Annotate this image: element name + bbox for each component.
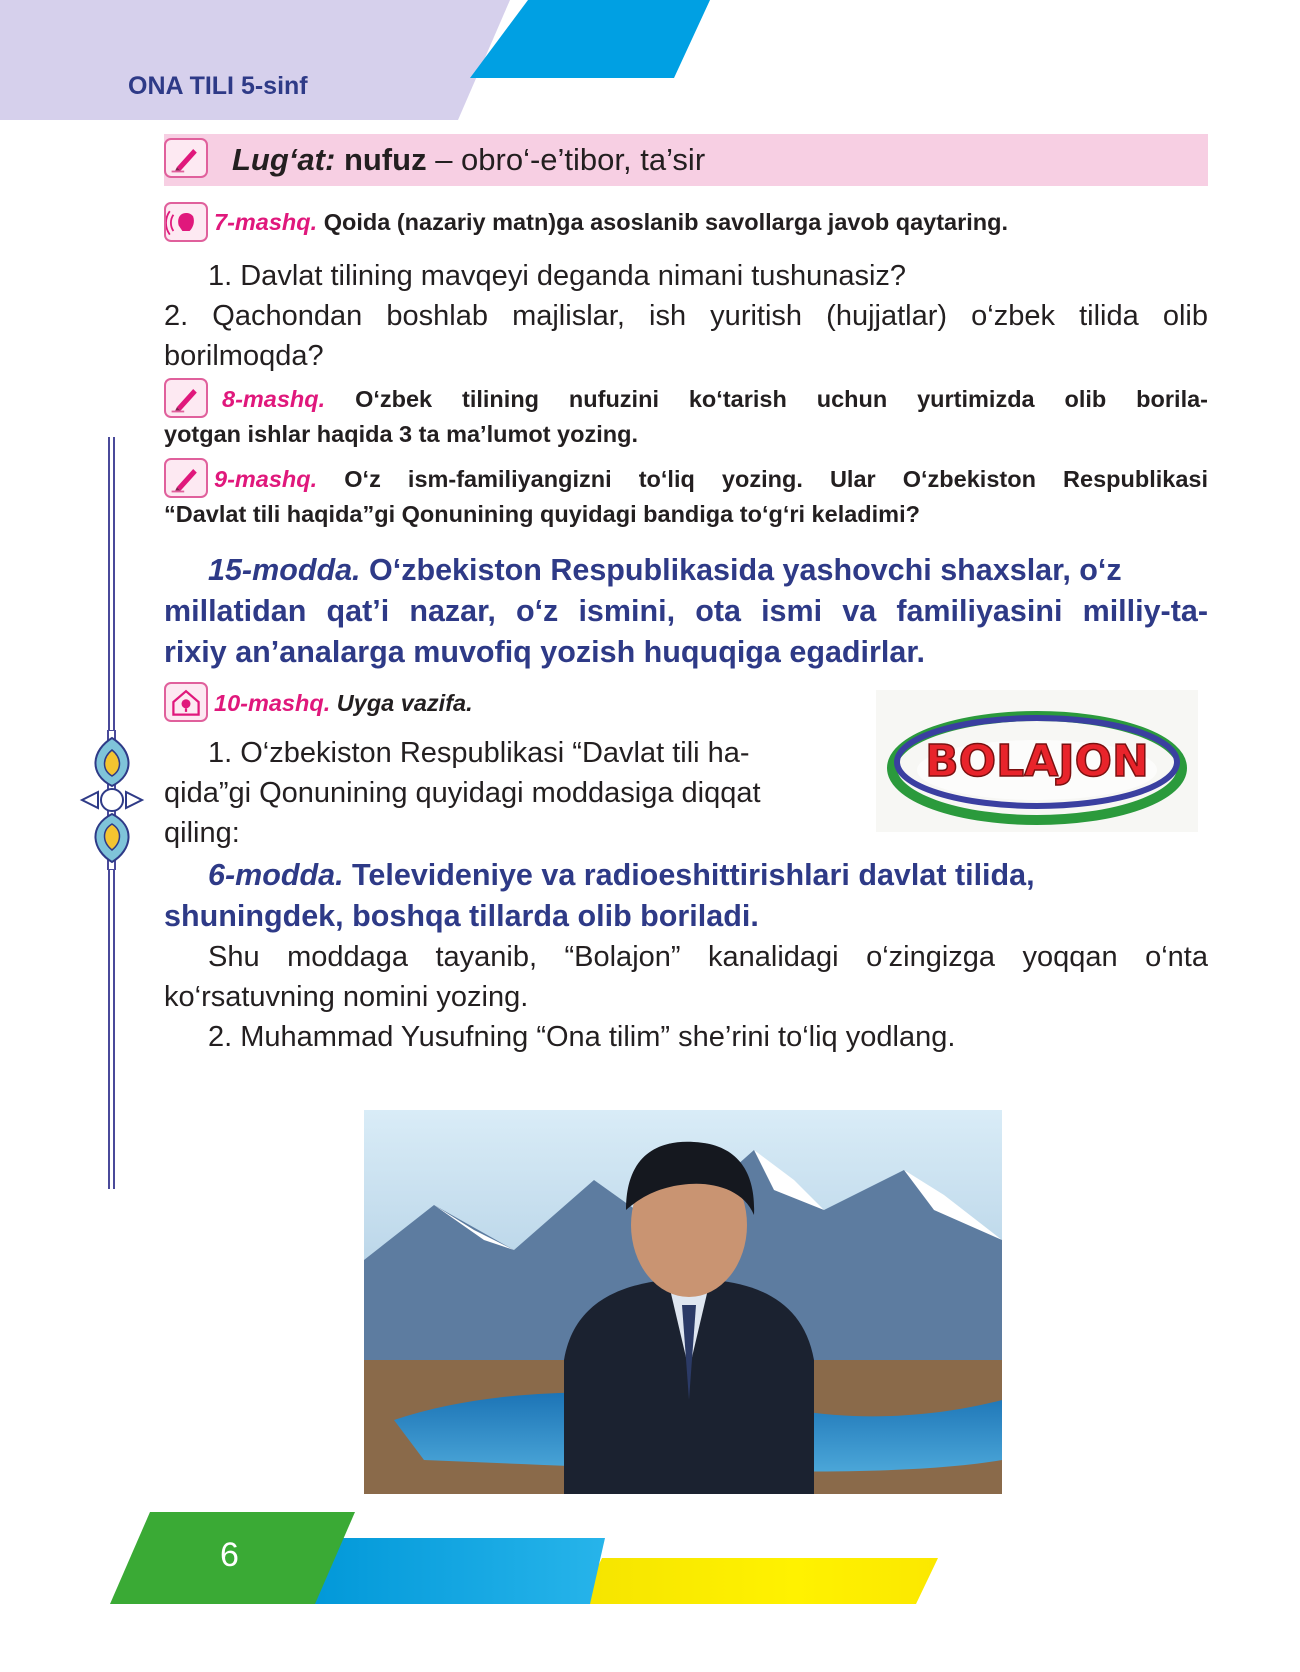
article-15-text: O‘zbekiston Respublikasida yashovchi shaxslar, o‘z <box>360 553 1122 587</box>
exercise-9-line-2: “Davlat tili haqida”gi Qonunining quyidagi bandiga to‘g‘ri keladimi? <box>164 501 920 527</box>
article-15-line-3: rixiy an’analarga muvofiq yozish huquqiga egadirlar. <box>164 635 925 669</box>
ornament-icon <box>78 730 146 870</box>
exercise-10-item-2: 2. Muhammad Yusufning “Ona tilim” she’rini to‘liq yodlang. <box>208 1021 956 1053</box>
exercise-7-number: 7-mashq. <box>214 209 318 235</box>
exercise-10-item-1-line-1: 1. O‘zbekiston Respublikasi “Davlat tili ha- <box>208 737 750 769</box>
article-6-text: Televideniye va radioeshittirishlari davlat tilida, <box>343 858 1035 892</box>
exercise-7-text: Qoida (nazariy matn)ga asoslanib savollarga javob qaytaring. <box>317 209 1009 235</box>
speaking-icon <box>164 202 208 242</box>
exercise-10-item-1-line-3: qiling: <box>164 817 240 849</box>
article-15-line-1 <box>208 550 1122 591</box>
bolajon-logo-text: BOLAJON <box>925 736 1149 787</box>
exercise-7-question-1: 1. Davlat tilining mavqeyi deganda nimani tushunasiz? <box>208 260 907 292</box>
article-15-line-2: millatidan qat’i nazar, o‘z ismini, ota ismi va familiyasini milliy-ta- <box>164 594 1208 628</box>
exercise-10-item-1-line-2: qida”gi Qonunining quyidagi moddasiga diqqat <box>164 777 761 809</box>
vocabulary-entry <box>232 142 705 178</box>
exercise-8-line-2: yotgan ishlar haqida 3 ta ma’lumot yozing. <box>164 421 638 447</box>
vocabulary-word: nufuz <box>343 142 427 177</box>
bolajon-logo <box>876 690 1198 832</box>
header-accent <box>470 0 710 78</box>
exercise-9-line-1 <box>214 462 1208 497</box>
exercise-8-number: 8-mashq. <box>222 386 326 412</box>
page-number: 6 <box>220 1536 239 1574</box>
exercise-8-text: O‘zbek tilining nufuzini ko‘tarish uchun yurtimizda olib borila- <box>325 386 1208 412</box>
exercise-10-task: Uyga vazifa. <box>330 690 473 716</box>
exercise-9-text: O‘z ism-familiyangizni to‘liq yozing. Ular O‘zbekiston Respublikasi <box>317 466 1208 492</box>
exercise-10-number: 10-mashq. <box>214 690 331 716</box>
vocabulary-label: Lug‘at: <box>232 142 336 177</box>
exercise-10-title <box>214 686 473 721</box>
article-6-line-2: shuningdek, boshqa tillarda olib boriladi. <box>164 899 759 933</box>
exercise-7-question-2-line-2: borilmoqda? <box>164 340 324 372</box>
poet-portrait-photo <box>364 1110 1002 1494</box>
book-title: ONA TILI 5-sinf <box>128 72 308 100</box>
exercise-10-paragraph-line-1: Shu moddaga tayanib, “Bolajon” kanalidagi o‘zingizga yoqqan o‘nta <box>208 941 1208 973</box>
article-6-number: 6-modda. <box>208 858 344 892</box>
exercise-8-line-1 <box>222 382 1208 417</box>
exercise-7-instruction <box>214 205 1214 240</box>
exercise-10-paragraph-line-2: ko‘rsatuvning nomini yozing. <box>164 981 529 1013</box>
article-6-line-1 <box>208 855 1035 896</box>
pencil-icon <box>164 458 208 498</box>
exercise-7-question-2-line-1: 2. Qachondan boshlab majlislar, ish yuritish (hujjatlar) o‘zbek tilida olib <box>164 300 1208 332</box>
header-band <box>0 0 510 120</box>
pencil-icon <box>164 138 208 178</box>
home-task-icon <box>164 682 208 722</box>
vocabulary-definition: – obro‘-e’tibor, ta’sir <box>426 142 706 177</box>
footer-blue-band <box>300 1538 605 1604</box>
pencil-icon <box>164 378 208 418</box>
exercise-9-number: 9-mashq. <box>214 466 318 492</box>
footer-yellow-band <box>580 1558 938 1604</box>
article-15-number: 15-modda. <box>208 553 361 587</box>
